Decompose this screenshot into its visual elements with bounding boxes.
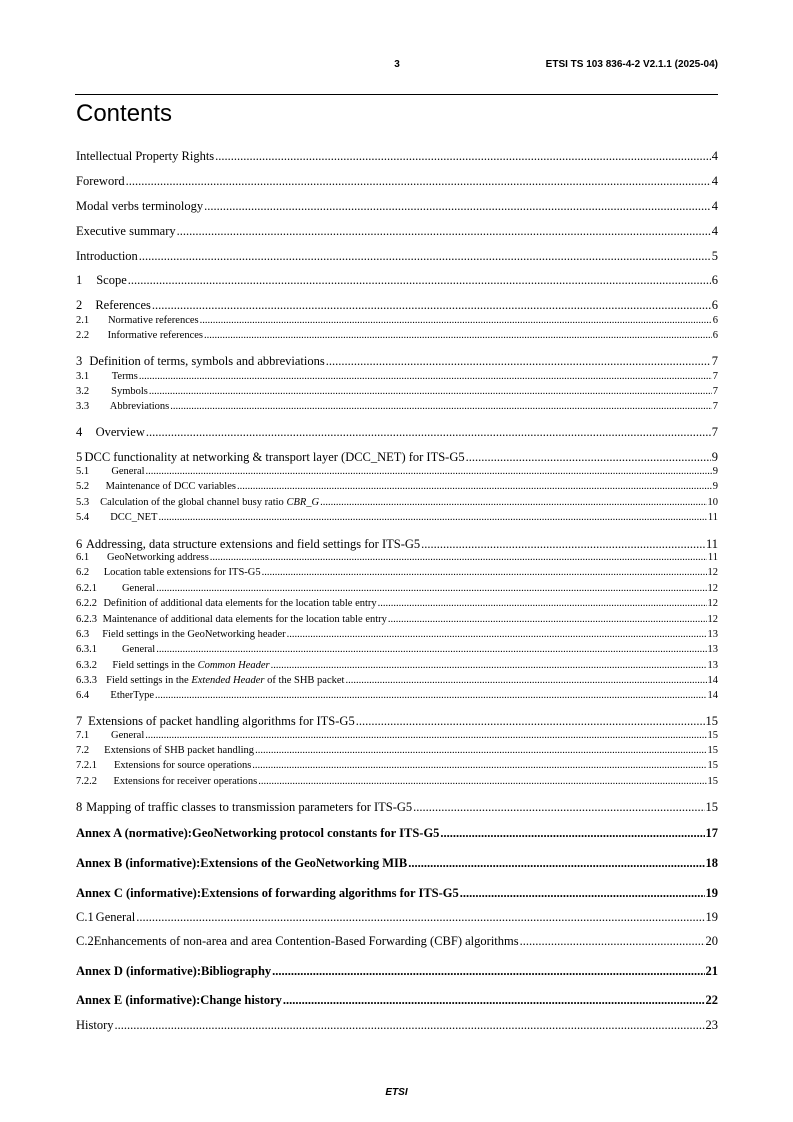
toc-entry-label: Addressing, data structure extensions and field settings for ITS-G5 <box>85 537 421 551</box>
toc-entry[interactable] <box>76 644 718 655</box>
toc-entry-number: 6.2.3 <box>76 614 97 625</box>
toc-entry[interactable] <box>76 249 718 264</box>
toc-entry-label: Intellectual Property Rights <box>76 149 215 163</box>
toc-entry[interactable] <box>76 598 718 609</box>
toc-entry-page: 15 <box>707 730 718 741</box>
toc-entry-page: 6 <box>712 315 718 326</box>
toc-entry-number: 3.3 <box>76 401 90 412</box>
toc-entry-number: 6.1 <box>76 552 90 563</box>
toc-entry-label: GeoNetworking address <box>107 552 209 563</box>
toc-entry-page: 11 <box>707 512 718 523</box>
toc-entry-page: 11 <box>705 537 718 551</box>
toc-entry-page: 12 <box>707 583 718 594</box>
toc-entry-page: 10 <box>707 497 718 508</box>
toc-entry-page: 7 <box>711 425 718 439</box>
toc-dot-leader <box>255 745 706 756</box>
toc-entry-label: Calculation of the global channel busy ratio CBR_G <box>100 497 320 508</box>
toc-dot-leader <box>262 567 707 578</box>
toc-dot-leader <box>136 910 704 925</box>
toc-entry[interactable] <box>76 856 718 871</box>
toc-entry-number: 3 <box>76 354 83 368</box>
toc-entry-page: 13 <box>707 629 718 640</box>
toc-dot-leader <box>156 583 706 594</box>
toc-entry-number: 5.2 <box>76 481 90 492</box>
toc-entry-number: 2 <box>76 298 83 312</box>
toc-entry[interactable] <box>76 537 718 552</box>
toc-entry-number: 5.3 <box>76 497 90 508</box>
toc-dot-leader <box>204 199 711 214</box>
toc-entry-label: History <box>76 1018 114 1032</box>
toc-entry-label: Maintenance of DCC variables <box>105 481 236 492</box>
toc-entry-number: 7.2.1 <box>76 760 97 771</box>
toc-entry-label: Field settings in the Common Header <box>112 660 270 671</box>
toc-dot-leader <box>215 149 711 164</box>
toc-dot-leader <box>146 425 711 440</box>
toc-entry-number: Annex B (informative): <box>76 856 201 870</box>
toc-entry-number: 6.4 <box>76 690 90 701</box>
toc-entry-page: 12 <box>707 614 718 625</box>
toc-entry[interactable] <box>76 826 718 841</box>
toc-dot-leader <box>200 315 712 326</box>
toc-entry[interactable] <box>76 199 718 214</box>
toc-entry-page: 9 <box>712 466 718 477</box>
toc-entry[interactable] <box>76 315 718 326</box>
toc-entry[interactable] <box>76 629 718 640</box>
toc-entry-page: 11 <box>707 552 718 563</box>
toc-entry-label: Extensions for receiver operations <box>113 776 258 787</box>
toc-entry-page: 6 <box>711 298 718 312</box>
toc-entry-label: Extensions of packet handling algorithms for ITS-G5 <box>88 714 355 728</box>
toc-entry-page: 4 <box>711 199 718 213</box>
toc-entry-page: 17 <box>705 826 718 840</box>
toc-entry-label: Extensions of forwarding algorithms for ITS-G5 <box>200 886 459 900</box>
toc-entry-label: General <box>111 466 145 477</box>
toc-entry[interactable] <box>76 466 718 477</box>
toc-dot-leader <box>421 537 705 552</box>
toc-entry-label: Scope <box>96 273 127 287</box>
toc-entry-page: 15 <box>707 745 718 756</box>
toc-entry-label: Extensions of the GeoNetworking MIB <box>200 856 408 870</box>
toc-entry-number: 2.2 <box>76 330 90 341</box>
toc-dot-leader <box>345 675 706 686</box>
toc-entry-number: Annex D (informative): <box>76 964 201 978</box>
toc-dot-leader <box>460 886 705 901</box>
toc-entry-label: Change history <box>200 993 282 1007</box>
toc-dot-leader <box>146 466 712 477</box>
toc-entry-number: 6.3.2 <box>76 660 97 671</box>
toc-entry[interactable] <box>76 567 718 578</box>
toc-entry[interactable] <box>76 224 718 239</box>
toc-entry-number: C.2 <box>76 934 94 948</box>
toc-entry-number: 6 <box>76 537 83 551</box>
toc-entry-page: 15 <box>707 760 718 771</box>
toc-entry-label: Bibliography <box>200 964 272 978</box>
toc-entry[interactable] <box>76 354 718 369</box>
toc-entry-page: 7 <box>712 401 718 412</box>
toc-entry[interactable] <box>76 910 718 925</box>
page-title: Contents <box>76 100 173 127</box>
toc-entry[interactable] <box>76 776 718 787</box>
toc-entry-page: 15 <box>705 714 718 728</box>
toc-dot-leader <box>258 776 706 787</box>
toc-entry-number: 1 <box>76 273 83 287</box>
toc-entry-label: Location table extensions for ITS-G5 <box>103 567 261 578</box>
toc-entry-number: 3.2 <box>76 386 90 397</box>
toc-entry-page: 19 <box>705 886 718 900</box>
toc-entry-page: 13 <box>707 660 718 671</box>
toc-entry-label: References <box>95 298 151 312</box>
toc-entry-page: 9 <box>712 481 718 492</box>
toc-entry-number: 6.2.2 <box>76 598 97 609</box>
toc-dot-leader <box>237 481 712 492</box>
toc-entry[interactable] <box>76 675 718 686</box>
toc-entry-label: Modal verbs terminology <box>76 199 204 213</box>
toc-entry[interactable] <box>76 386 718 397</box>
toc-entry-number: 5 <box>76 450 83 464</box>
toc-entry-page: 12 <box>707 567 718 578</box>
toc-entry-label: Extensions of SHB packet handling <box>104 745 255 756</box>
toc-entry-page: 6 <box>712 330 718 341</box>
toc-entry-label: Normative references <box>107 315 199 326</box>
toc-entry-label: DCC functionality at networking & transport layer (DCC_NET) for ITS-G5 <box>84 450 465 464</box>
toc-dot-leader <box>388 614 707 625</box>
toc-entry-label: Enhancements of non-area and area Contention-Based Forwarding (CBF) algorithms <box>93 934 519 948</box>
document-id: ETSI TS 103 836-4-2 V2.1.1 (2025-04) <box>545 59 718 70</box>
toc-entry[interactable] <box>76 886 718 901</box>
toc-dot-leader <box>440 826 704 841</box>
toc-entry[interactable] <box>76 690 718 701</box>
toc-entry-label: Field settings in the Extended Header of the SHB packet <box>106 675 345 686</box>
toc-entry-label: General <box>111 730 145 741</box>
toc-entry-label: Overview <box>95 425 145 439</box>
toc-entry[interactable] <box>76 425 718 440</box>
toc-dot-leader <box>252 760 706 771</box>
toc-entry-number: 7.2.2 <box>76 776 97 787</box>
toc-entry-label: Extensions for source operations <box>113 760 252 771</box>
toc-entry-label: Maintenance of additional data elements for the location table entry <box>102 614 387 625</box>
toc-dot-leader <box>204 330 712 341</box>
toc-entry-label: Symbols <box>111 386 148 397</box>
toc-entry-label: GeoNetworking protocol constants for ITS-G5 <box>191 826 440 840</box>
toc-entry-page: 21 <box>705 964 718 978</box>
toc-entry-number: 6.3.1 <box>76 644 97 655</box>
toc-entry[interactable] <box>76 583 718 594</box>
toc-entry-label: EtherType <box>110 690 154 701</box>
toc-entry-label: General <box>121 583 156 594</box>
toc-entry-number: 3.1 <box>76 371 90 382</box>
toc-entry[interactable] <box>76 800 718 815</box>
toc-entry-page: 15 <box>707 776 718 787</box>
toc-entry[interactable] <box>76 1018 718 1033</box>
toc-dot-leader <box>155 690 707 701</box>
table-of-contents <box>76 0 718 1122</box>
toc-dot-leader <box>271 660 707 671</box>
toc-dot-leader <box>158 512 706 523</box>
toc-entry-number: Annex E (informative): <box>76 993 201 1007</box>
toc-entry-number: 5.1 <box>76 466 90 477</box>
toc-entry[interactable] <box>76 450 718 465</box>
toc-entry[interactable] <box>76 660 718 671</box>
toc-entry[interactable] <box>76 614 718 625</box>
toc-entry[interactable] <box>76 745 718 756</box>
toc-entry-page: 19 <box>705 910 718 924</box>
toc-entry-page: 14 <box>707 675 718 686</box>
toc-dot-leader <box>126 174 711 189</box>
toc-entry-number: 7.2 <box>76 745 90 756</box>
toc-entry[interactable] <box>76 714 718 729</box>
toc-entry-number: 6.2 <box>76 567 90 578</box>
toc-dot-leader <box>177 224 711 239</box>
toc-entry-label: Executive summary <box>76 224 176 238</box>
toc-dot-leader <box>356 714 705 729</box>
toc-entry-number: C.1 <box>76 910 94 924</box>
toc-entry-label: DCC_NET <box>110 512 158 523</box>
toc-entry-page: 4 <box>711 149 718 163</box>
toc-entry-number: 6.3.3 <box>76 675 97 686</box>
toc-entry-page: 15 <box>705 800 718 814</box>
toc-entry-label: Informative references <box>107 330 203 341</box>
toc-entry[interactable] <box>76 330 718 341</box>
toc-dot-leader <box>149 386 712 397</box>
toc-entry-page: 9 <box>711 450 718 464</box>
toc-entry[interactable] <box>76 298 718 313</box>
toc-entry-number: Annex A (normative): <box>76 826 192 840</box>
toc-dot-leader <box>210 552 707 563</box>
toc-dot-leader <box>283 993 705 1008</box>
toc-dot-leader <box>139 249 711 264</box>
toc-entry[interactable] <box>76 964 718 979</box>
toc-entry-label: Field settings in the GeoNetworking header <box>102 629 286 640</box>
toc-dot-leader <box>466 450 711 465</box>
toc-entry[interactable] <box>76 481 718 492</box>
toc-dot-leader <box>152 298 711 313</box>
toc-entry[interactable] <box>76 512 718 523</box>
toc-entry[interactable] <box>76 760 718 771</box>
toc-dot-leader <box>320 497 706 508</box>
toc-entry-page: 18 <box>705 856 718 870</box>
toc-entry[interactable] <box>76 497 718 508</box>
toc-entry[interactable] <box>76 993 718 1008</box>
toc-entry-label: Introduction <box>76 249 138 263</box>
toc-entry-page: 13 <box>707 644 718 655</box>
toc-entry-number: 8 <box>76 800 83 814</box>
toc-dot-leader <box>128 273 711 288</box>
toc-dot-leader <box>287 629 707 640</box>
toc-entry-number: 6.2.1 <box>76 583 97 594</box>
toc-entry-page: 20 <box>705 934 718 948</box>
toc-dot-leader <box>115 1018 705 1033</box>
toc-entry-number: 7 <box>76 714 83 728</box>
toc-entry-label: Foreword <box>76 174 125 188</box>
toc-dot-leader <box>156 644 706 655</box>
toc-entry[interactable] <box>76 149 718 164</box>
toc-entry-label: Abbreviations <box>109 401 170 412</box>
toc-entry-label: Terms <box>111 371 138 382</box>
toc-dot-leader <box>139 371 712 382</box>
toc-entry-page: 6 <box>711 273 718 287</box>
toc-dot-leader <box>272 964 704 979</box>
toc-entry-number: 4 <box>76 425 83 439</box>
toc-entry-page: 22 <box>705 993 718 1007</box>
toc-entry[interactable] <box>76 730 718 741</box>
toc-dot-leader <box>378 598 707 609</box>
toc-entry-page: 23 <box>705 1018 718 1032</box>
toc-entry-page: 5 <box>711 249 718 263</box>
toc-entry-page: 7 <box>712 371 718 382</box>
toc-entry[interactable] <box>76 273 718 288</box>
footer-etsi: ETSI <box>385 1087 408 1098</box>
toc-entry-label: General <box>95 910 136 924</box>
toc-entry[interactable] <box>76 401 718 412</box>
toc-dot-leader <box>413 800 704 815</box>
toc-dot-leader <box>145 730 706 741</box>
toc-entry[interactable] <box>76 934 718 949</box>
toc-entry[interactable] <box>76 174 718 189</box>
toc-entry-page: 12 <box>707 598 718 609</box>
toc-dot-leader <box>170 401 711 412</box>
toc-entry-page: 7 <box>712 386 718 397</box>
toc-entry-number: Annex C (informative): <box>76 886 201 900</box>
toc-entry-page: 7 <box>711 354 718 368</box>
toc-entry-number: 2.1 <box>76 315 90 326</box>
toc-entry-page: 4 <box>711 174 718 188</box>
toc-entry-label: Definition of additional data elements for the location table entry <box>103 598 377 609</box>
toc-entry[interactable] <box>76 552 718 563</box>
toc-entry-label: Mapping of traffic classes to transmission parameters for ITS-G5 <box>86 800 413 814</box>
toc-dot-leader <box>520 934 705 949</box>
toc-entry-label: General <box>121 644 156 655</box>
toc-entry-label: Definition of terms, symbols and abbreviations <box>89 354 325 368</box>
toc-entry-page: 4 <box>711 224 718 238</box>
page-number: 3 <box>394 59 400 70</box>
toc-dot-leader <box>408 856 704 871</box>
toc-entry-number: 7.1 <box>76 730 90 741</box>
toc-dot-leader <box>326 354 711 369</box>
toc-entry-number: 5.4 <box>76 512 90 523</box>
toc-entry-page: 14 <box>707 690 718 701</box>
toc-entry-number: 6.3 <box>76 629 90 640</box>
toc-entry[interactable] <box>76 371 718 382</box>
